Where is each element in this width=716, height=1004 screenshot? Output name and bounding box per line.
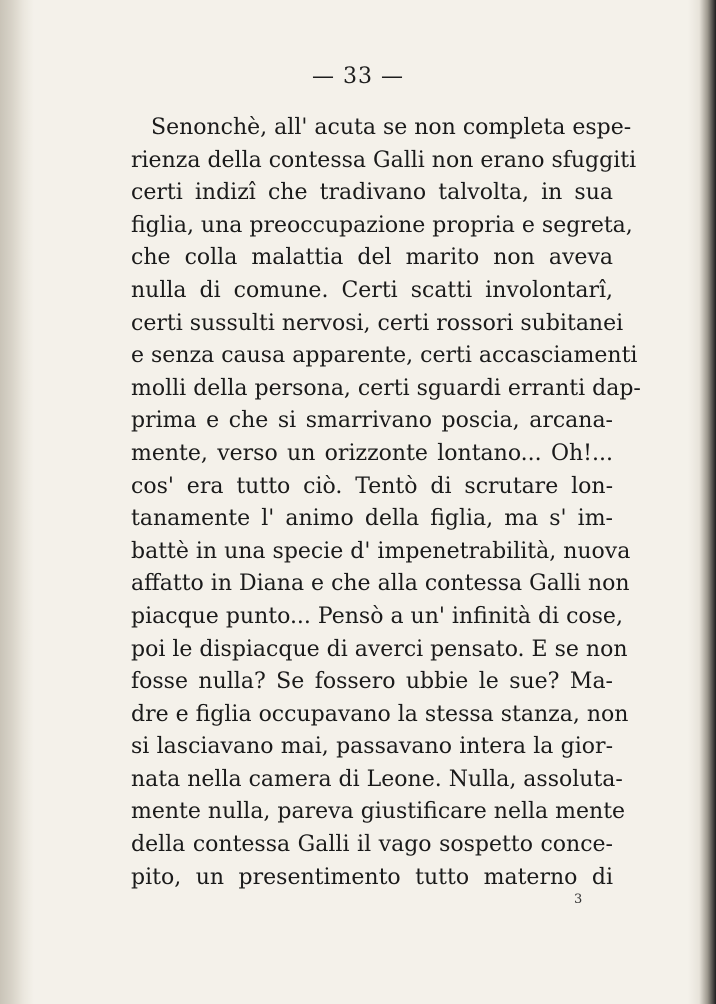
text-line: affatto in Diana e che alla contessa Galli non (131, 571, 630, 597)
text-line: nata nella camera di Leone. Nulla, assoluta- (131, 766, 623, 792)
text-line: battè in una specie d' impenetrabilità, nuova (131, 538, 631, 564)
text-line: dre e figlia occupavano la stessa stanza, non (131, 701, 629, 727)
text-line: poi le dispiacque di averci pensato. E se non (131, 636, 628, 662)
text-line: nulla di comune. Certi scatti involontarî, (131, 277, 613, 303)
text-line: mente nulla, pareva giustificare nella mente (131, 799, 626, 825)
text-line: pito, un presentimento tutto materno di (131, 864, 613, 890)
text-line: mente, verso un orizzonte lontano... Oh!... (131, 440, 613, 466)
text-line: figlia, una preoccupazione propria e segreta, (131, 212, 633, 238)
text-line: piacque punto... Pensò a un' infinità di cose, (131, 603, 623, 629)
text-line: e senza causa apparente, certi accasciamenti (131, 343, 638, 369)
text-line: Senonchè, all' acuta se non completa espe- (151, 115, 632, 140)
text-line: tanamente l' animo della figlia, ma s' im- (131, 506, 613, 532)
body-text (131, 112, 641, 894)
text-line: rienza della contessa Galli non erano sfuggiti (131, 147, 637, 173)
text-line: fosse nulla? Se fossero ubbie le sue? Ma- (131, 669, 613, 695)
text-line: si lasciavano mai, passavano intera la gior- (131, 734, 613, 760)
binding-shadow-right (688, 0, 716, 1004)
text-line: certi indizî che tradivano talvolta, in sua (131, 180, 613, 206)
page-number-header: — 33 — (312, 64, 404, 89)
signature-mark: 3 (574, 892, 583, 907)
text-line: che colla malattia del marito non aveva (131, 245, 613, 271)
text-line: molli della persona, certi sguardi erranti dap- (131, 375, 641, 401)
text-line: della contessa Galli il vago sospetto conce- (131, 832, 613, 858)
text-line: certi sussulti nervosi, certi rossori subitanei (131, 310, 624, 336)
text-line: prima e che si smarrivano poscia, arcana- (131, 408, 613, 434)
binding-shadow-left (0, 0, 34, 1004)
text-line: cos' era tutto ciò. Tentò di scrutare lon- (131, 473, 613, 499)
